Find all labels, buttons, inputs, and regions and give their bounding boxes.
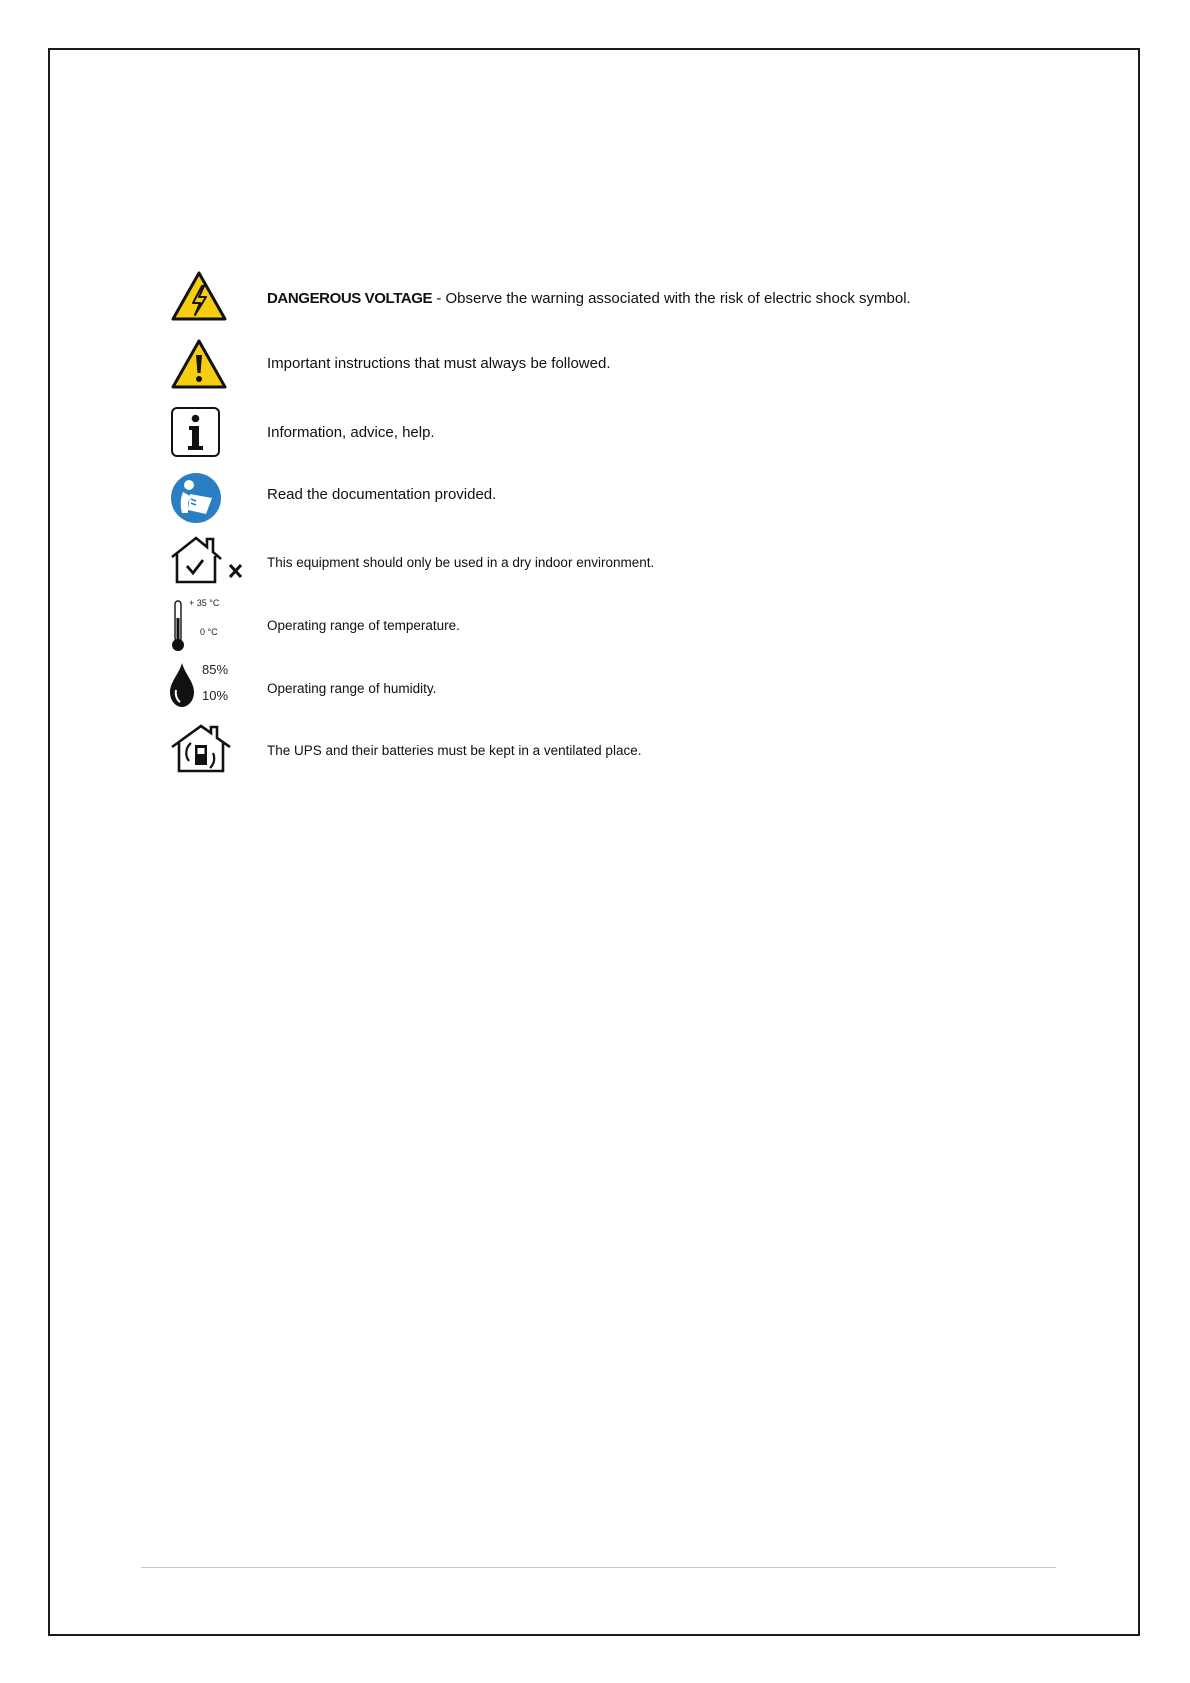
symbol-description: This equipment should only be used in a dry indoor environment. <box>267 555 655 570</box>
symbol-row-temperature <box>170 598 1070 658</box>
symbol-description: Information, advice, help. <box>267 424 435 441</box>
temperature-min-label: 0 °C <box>200 627 218 637</box>
general-warning-icon <box>170 338 250 394</box>
symbol-description: Operating range of humidity. <box>267 681 437 696</box>
temperature-max-label: + 35 °C <box>189 598 220 608</box>
symbol-description: Read the documentation provided. <box>267 486 497 503</box>
symbol-description: The UPS and their batteries must be kept in a ventilated place. <box>267 743 642 758</box>
humidity-min-label: 10% <box>202 688 229 703</box>
dry-indoor-environment-icon <box>170 536 250 592</box>
symbol-row-dry-indoor <box>170 536 1070 592</box>
separator: - <box>432 290 446 307</box>
symbol-row-important-instructions <box>170 338 1070 398</box>
symbol-description: Operating range of temperature. <box>267 618 460 633</box>
ventilated-place-icon <box>170 724 250 780</box>
symbol-row-dangerous-voltage <box>170 270 1070 330</box>
symbol-description <box>267 290 911 308</box>
humidity-drop-icon <box>170 660 250 716</box>
symbol-row-ventilated <box>170 724 1070 780</box>
symbol-row-information <box>170 406 1070 462</box>
humidity-max-label: 85% <box>202 662 229 677</box>
dangerous-voltage-label: DANGEROUS VOLTAGE <box>267 290 433 307</box>
electric-shock-warning-icon <box>170 270 250 326</box>
information-icon <box>170 406 250 462</box>
read-documentation-icon <box>170 472 250 528</box>
footer-divider <box>141 1567 1056 1568</box>
thermometer-icon <box>170 598 250 654</box>
symbol-description: Important instructions that must always be followed. <box>267 355 611 372</box>
symbol-row-read-documentation <box>170 472 1070 528</box>
dangerous-voltage-text: Observe the warning associated with the risk of electric shock symbol. <box>445 290 911 307</box>
symbol-row-humidity <box>170 660 1070 720</box>
